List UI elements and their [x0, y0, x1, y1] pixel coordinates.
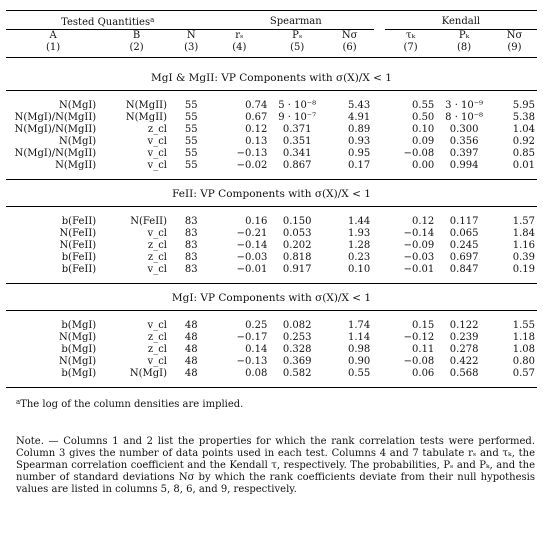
table-cell: z_cl: [147, 240, 167, 251]
table-cell: 1.28: [347, 240, 371, 251]
table-row: [6, 320, 537, 332]
table-cell: 1.44: [347, 216, 371, 227]
table-cell: 83: [184, 228, 198, 239]
table-cell: 0.369: [282, 356, 312, 367]
table-cell: z_cl: [147, 344, 167, 355]
table-row: [6, 100, 537, 112]
table-cell: 0.15: [412, 320, 435, 331]
footnote-marker: a: [150, 16, 155, 24]
table-cell: 0.278: [449, 344, 479, 355]
col-number: (2): [129, 42, 144, 53]
table-body: [6, 58, 537, 388]
table-cell: 0.351: [282, 136, 312, 147]
col-label-nsigma-k: Nσ: [506, 30, 523, 41]
section-title: FeII: VP Components with σ(X)/X < 1: [172, 188, 371, 200]
table-cell: N(MgII): [55, 160, 97, 171]
table-cell: 0.85: [512, 148, 535, 159]
table-cell: N(MgI): [59, 356, 97, 367]
section-end-rule: [6, 388, 537, 389]
table-cell: 0.93: [347, 136, 371, 147]
table-cell: N(FeII): [130, 216, 167, 227]
table-cell: N(MgI): [59, 136, 97, 147]
table-cell: −0.08: [403, 356, 435, 367]
table-cell: 48: [184, 332, 198, 343]
table-cell: 0.867: [282, 160, 312, 171]
table-cell: 1.18: [512, 332, 535, 343]
table-cell: z_cl: [147, 332, 167, 343]
col-number: (9): [507, 42, 522, 53]
table-cell: 55: [184, 148, 198, 159]
section-title: MgI & MgII: VP Components with σ(X)/X < 1: [151, 72, 392, 84]
table-cell: N(FeII): [59, 240, 97, 251]
table-cell: v_cl: [147, 136, 167, 147]
table-cell: 1.08: [512, 344, 535, 355]
table-cell: 0.12: [245, 124, 268, 135]
table-row: [6, 160, 537, 172]
table-cell: 83: [184, 264, 198, 275]
table-cell: 0.55: [347, 368, 371, 379]
table-cell: 0.053: [282, 228, 312, 239]
table-cell: 3 · 10⁻⁹: [445, 100, 484, 111]
table-cell: 55: [184, 160, 198, 171]
table-cell: N(MgI): [59, 100, 97, 111]
table-cell: −0.01: [236, 264, 268, 275]
col-number: (8): [457, 42, 472, 53]
table-cell: 55: [184, 124, 198, 135]
table-cell: b(MgI): [61, 368, 97, 379]
table-cell: 9 · 10⁻⁷: [278, 112, 317, 123]
table-cell: N(MgI)/N(MgII): [14, 124, 97, 135]
table-cell: 0.818: [282, 252, 312, 263]
table-cell: v_cl: [147, 264, 167, 275]
table-cell: 0.00: [412, 160, 435, 171]
section-title-row: [6, 70, 537, 86]
footnote-marker: a: [16, 398, 21, 406]
table-cell: 1.93: [347, 228, 371, 239]
table-cell: b(MgI): [61, 344, 97, 355]
table-cell: 0.95: [347, 148, 371, 159]
table-cell: 8 · 10⁻⁸: [445, 112, 484, 123]
table-cell: b(MgI): [61, 320, 97, 331]
table-cell: 0.89: [347, 124, 371, 135]
col-label-n: N: [186, 30, 196, 41]
table-cell: −0.01: [403, 264, 435, 275]
table-cell: 48: [184, 320, 198, 331]
table-row: [6, 264, 537, 276]
table-cell: 0.065: [449, 228, 479, 239]
table-cell: 0.253: [282, 332, 312, 343]
table-row: [6, 252, 537, 264]
table-cell: b(FeII): [61, 264, 97, 275]
table-cell: N(FeII): [59, 228, 97, 239]
table-cell: 0.122: [449, 320, 479, 331]
table-row: [6, 240, 537, 252]
table-cell: −0.03: [236, 252, 268, 263]
table-cell: 0.10: [412, 124, 435, 135]
table-row: [6, 228, 537, 240]
table-cell: 0.356: [449, 136, 479, 147]
table-cell: 0.08: [245, 368, 268, 379]
table-row: [6, 344, 537, 356]
col-number: (1): [46, 42, 61, 53]
col-label-a: A: [49, 30, 57, 41]
table-cell: 0.39: [512, 252, 535, 263]
table-cell: b(FeII): [61, 216, 97, 227]
table-cell: 0.202: [282, 240, 312, 251]
table-cell: 1.16: [512, 240, 535, 251]
table-cell: −0.09: [403, 240, 435, 251]
table-cell: −0.12: [403, 332, 435, 343]
table-row: [6, 368, 537, 380]
table-cell: 0.422: [449, 356, 479, 367]
table-cell: −0.13: [236, 356, 268, 367]
table-cell: v_cl: [147, 160, 167, 171]
table-cell: z_cl: [147, 124, 167, 135]
table-cell: 0.341: [282, 148, 312, 159]
table-cell: 48: [184, 356, 198, 367]
table-cell: 0.117: [449, 216, 479, 227]
correlation-table: [6, 10, 537, 388]
table-cell: 0.328: [282, 344, 312, 355]
table-cell: 0.90: [347, 356, 371, 367]
table-cell: 83: [184, 252, 198, 263]
table-cell: 0.14: [245, 344, 268, 355]
table-cell: 0.994: [449, 160, 479, 171]
table-row: [6, 124, 537, 136]
table-cell: 1.04: [512, 124, 535, 135]
table-cell: 0.23: [347, 252, 371, 263]
table-cell: 0.01: [512, 160, 535, 171]
table-cell: 0.582: [282, 368, 312, 379]
table-cell: v_cl: [147, 356, 167, 367]
table-cell: 1.55: [512, 320, 535, 331]
table-cell: v_cl: [147, 148, 167, 159]
col-number: (7): [403, 42, 418, 53]
section-title-row: [6, 290, 537, 306]
table-cell: z_cl: [147, 252, 167, 263]
table-cell: 55: [184, 100, 198, 111]
table-note: Note. — Columns 1 and 2 list the properties for which the rank correlation tests were performed. Column 3 gives the number of data points used in each test. Columns 4 and 7 tabulate rₛ and τₖ, the Spearman correlation coefficient and the Kendall τ, respectively. The probabilities, Pₛ and Pₖ, and the number of standard deviations Nσ by which the rank coefficients deviate from their null hypothesis values are listed in columns 5, 8, 6, and 9, respectively.: [16, 436, 535, 495]
table-cell: 0.06: [412, 368, 435, 379]
table-cell: 0.568: [449, 368, 479, 379]
table-cell: 0.92: [512, 136, 535, 147]
table-cell: 0.55: [412, 100, 435, 111]
table-cell: 0.57: [512, 368, 535, 379]
column-label-row: [6, 30, 537, 43]
table-cell: −0.13: [236, 148, 268, 159]
table-cell: −0.02: [236, 160, 268, 171]
table-cell: 0.300: [449, 124, 479, 135]
table-row: [6, 112, 537, 124]
table-cell: −0.08: [403, 148, 435, 159]
col-label-rs: rₛ: [235, 30, 244, 41]
table-cell: 55: [184, 136, 198, 147]
table-cell: 1.14: [347, 332, 371, 343]
table-cell: 55: [184, 112, 198, 123]
table-cell: 0.19: [512, 264, 535, 275]
table-cell: 0.917: [282, 264, 312, 275]
table-cell: v_cl: [147, 228, 167, 239]
col-number: (5): [290, 42, 305, 53]
table-cell: N(MgII): [125, 100, 167, 111]
col-label-tauk: τₖ: [406, 30, 416, 41]
col-label-nsigma-s: Nσ: [341, 30, 358, 41]
group-tested-quantities: Tested Quantities$^a$: [6, 14, 209, 30]
table-cell: 0.10: [347, 264, 371, 275]
table-cell: 5.43: [347, 100, 371, 111]
table-cell: N(MgI): [59, 332, 97, 343]
footnote-text: The log of the column densities are implied.: [20, 399, 244, 410]
table-cell: 0.239: [449, 332, 479, 343]
table-cell: 0.16: [245, 216, 268, 227]
table-cell: 0.50: [412, 112, 435, 123]
table-cell: N(MgI): [129, 368, 167, 379]
table-cell: 0.74: [245, 100, 268, 111]
table-cell: −0.17: [236, 332, 268, 343]
table-cell: 0.80: [512, 356, 535, 367]
table-cell: 5 · 10⁻⁸: [278, 100, 317, 111]
table-cell: 0.697: [449, 252, 479, 263]
table-footnote: [6, 398, 537, 410]
table-cell: 83: [184, 240, 198, 251]
table-cell: 5.38: [512, 112, 535, 123]
table-cell: N(MgI)/N(MgII): [14, 112, 97, 123]
table-cell: N(MgI)/N(MgII): [14, 148, 97, 159]
group-kendall: Kendall: [385, 14, 537, 30]
table-cell: 0.11: [412, 344, 435, 355]
table-row: [6, 332, 537, 344]
table-row: [6, 216, 537, 228]
table-cell: 48: [184, 368, 198, 379]
table-cell: 0.082: [282, 320, 312, 331]
col-label-pk: Pₖ: [458, 30, 470, 41]
table-cell: b(FeII): [61, 252, 97, 263]
table-cell: 5.95: [512, 100, 535, 111]
table-row: [6, 148, 537, 160]
group-spearman: Spearman: [209, 14, 374, 30]
table-page: [6, 10, 537, 496]
col-number: (3): [184, 42, 199, 53]
section-title-row: [6, 186, 537, 202]
table-cell: −0.03: [403, 252, 435, 263]
col-number: (4): [232, 42, 247, 53]
table-cell: 0.17: [347, 160, 371, 171]
table-cell: v_cl: [147, 320, 167, 331]
table-cell: 0.09: [412, 136, 435, 147]
table-cell: −0.14: [236, 240, 268, 251]
table-cell: 0.245: [449, 240, 479, 251]
table-row: [6, 136, 537, 148]
table-cell: 0.25: [245, 320, 268, 331]
col-label-b: B: [132, 30, 141, 41]
table-cell: N(MgII): [125, 112, 167, 123]
table-cell: 0.98: [347, 344, 371, 355]
column-number-row: [6, 42, 537, 54]
table-cell: 1.84: [512, 228, 535, 239]
table-cell: 4.91: [347, 112, 371, 123]
table-cell: 48: [184, 344, 198, 355]
table-cell: −0.14: [403, 228, 435, 239]
table-cell: 0.397: [449, 148, 479, 159]
table-row: [6, 356, 537, 368]
table-cell: 1.74: [347, 320, 371, 331]
table-cell: 0.67: [245, 112, 268, 123]
group-header-row: [6, 14, 537, 30]
table-cell: 0.150: [282, 216, 312, 227]
table-cell: 0.13: [245, 136, 268, 147]
section-title: MgI: VP Components with σ(X)/X < 1: [171, 292, 372, 304]
col-label-ps: Pₛ: [292, 30, 303, 41]
table-cell: −0.21: [236, 228, 268, 239]
table-cell: 0.847: [449, 264, 479, 275]
table-cell: 0.12: [412, 216, 435, 227]
table-cell: 83: [184, 216, 198, 227]
col-number: (6): [342, 42, 357, 53]
table-cell: 1.57: [512, 216, 535, 227]
table-cell: 0.371: [282, 124, 312, 135]
